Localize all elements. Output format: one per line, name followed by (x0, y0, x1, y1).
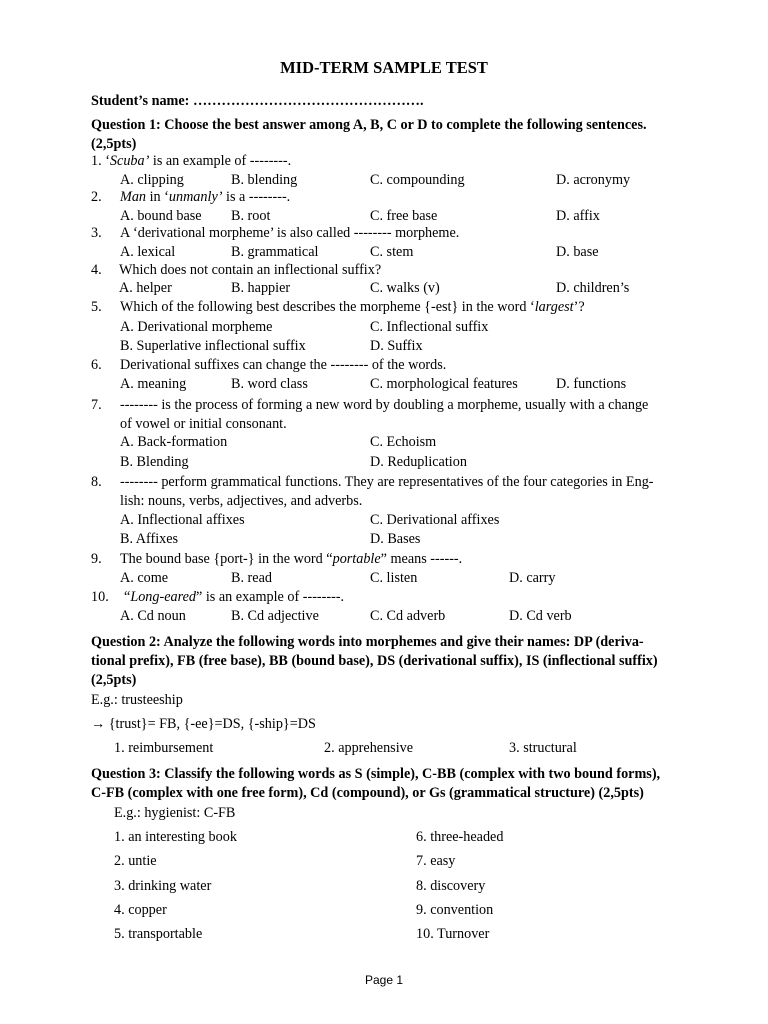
question-3-word-2: 2. untie (114, 853, 157, 869)
question-3-example: E.g.: hygienist: C-FB (114, 805, 236, 821)
student-name-label: Student’s name: …………………………………………. (91, 93, 424, 109)
q1-item-7-option-c[interactable]: C. Echoism (370, 434, 437, 450)
q1-item-2-option-d[interactable]: D. affix (556, 208, 600, 224)
q1-item-4-option-d[interactable]: D. children’s (556, 280, 630, 296)
q1-item-9-text-b: portable (332, 551, 381, 567)
q1-item-10-option-d[interactable]: D. Cd verb (509, 608, 572, 624)
q1-item-5-option-d[interactable]: D. Suffix (370, 338, 423, 354)
q1-item-8-line-2: lish: nouns, verbs, adjectives, and adverbs. (120, 493, 363, 509)
q1-item-4-option-c[interactable]: C. walks (v) (370, 280, 440, 296)
q1-item-9-option-c[interactable]: C. listen (370, 570, 418, 586)
question-2-example-answer (91, 715, 316, 734)
question-2-heading-line-1: Question 2: Analyze the following words into morphemes and give their names: DP (deriva- (91, 634, 644, 650)
q1-item-2-text-d: is a --------. (222, 189, 291, 205)
q1-item-1-option-d[interactable]: D. acronymy (556, 172, 631, 188)
q1-item-7-option-d[interactable]: D. Reduplication (370, 454, 467, 470)
q1-item-6-option-c[interactable]: C. morphological features (370, 376, 518, 392)
q1-item-7-line-2: of vowel or initial consonant. (120, 416, 287, 432)
q1-item-3-option-b[interactable]: B. grammatical (231, 244, 319, 260)
q1-item-5-option-b[interactable]: B. Superlative inflectional suffix (120, 338, 306, 354)
q1-item-1-option-c[interactable]: C. compounding (370, 172, 465, 188)
q1-item-9-text-c: ” means ------. (380, 551, 463, 567)
question-3-word-10: 10. Turnover (416, 926, 490, 942)
q1-item-2-option-b[interactable]: B. root (231, 208, 271, 224)
q1-item-10-option-b[interactable]: B. Cd adjective (231, 608, 319, 624)
q1-item-7-option-a[interactable]: A. Back-formation (120, 434, 228, 450)
q1-item-3-option-d[interactable]: D. base (556, 244, 599, 260)
q1-item-4-text: Which does not contain an inflectional suffix? (119, 262, 382, 278)
q1-item-5-option-a[interactable]: A. Derivational morpheme (120, 319, 273, 335)
q1-item-9-option-b[interactable]: B. read (231, 570, 272, 586)
question-2-answer-text: {trust}= FB, {-ee}=DS, {-ship}=DS (108, 716, 316, 732)
q1-item-8-option-c[interactable]: C. Derivational affixes (370, 512, 500, 528)
q1-item-2-text-c: unmanly’ (168, 189, 223, 205)
q1-item-8-option-a[interactable]: A. Inflectional affixes (120, 512, 245, 528)
q1-item-4-option-a[interactable]: A. helper (119, 280, 172, 296)
question-3-word-4: 4. copper (114, 902, 167, 918)
question-3-heading (91, 765, 731, 803)
q1-item-2 (120, 188, 290, 207)
q1-item-3-option-a[interactable]: A. lexical (120, 244, 176, 260)
q1-item-1-number: 1. (91, 153, 102, 169)
q1-item-9-option-d[interactable]: D. carry (509, 570, 556, 586)
question-2-word-3: 3. structural (509, 740, 577, 756)
q1-item-1-text-c: is an example of --------. (149, 153, 292, 169)
q1-item-10-text-a: “ (124, 589, 131, 605)
q1-item-9-option-a[interactable]: A. come (120, 570, 169, 586)
question-1-heading-line-2: (2,5pts) (91, 136, 137, 152)
q1-item-8-line-1: -------- perform grammatical functions. They are representatives of the four categories in Eng- (120, 474, 654, 490)
q1-item-4-option-b[interactable]: B. happier (231, 280, 291, 296)
q1-item-4-number: 4. (91, 262, 102, 278)
arrow-right-icon: → (91, 716, 106, 732)
q1-item-8-option-b[interactable]: B. Affixes (120, 531, 179, 547)
question-2-heading-line-3: (2,5pts) (91, 672, 137, 688)
q1-item-2-option-c[interactable]: C. free base (370, 208, 438, 224)
page-title: MID-TERM SAMPLE TEST (280, 58, 488, 77)
q1-item-8-option-d[interactable]: D. Bases (370, 531, 421, 547)
q1-item-1-option-b[interactable]: B. blending (231, 172, 298, 188)
q1-item-9 (120, 550, 462, 569)
q1-item-1-text-b: Scuba’ (109, 153, 150, 169)
q1-item-10-text-c: ” is an example of --------. (196, 589, 345, 605)
q1-item-3-option-c[interactable]: C. stem (370, 244, 414, 260)
question-3-word-5: 5. transportable (114, 926, 203, 942)
q1-item-7-option-b[interactable]: B. Blending (120, 454, 189, 470)
q1-item-2-text-b: in ‘ (146, 189, 169, 205)
q1-item-9-text-a: The bound base {port-} in the word “ (120, 551, 333, 567)
q1-item-7-number: 7. (91, 397, 102, 413)
question-2-word-2: 2. apprehensive (324, 740, 414, 756)
q1-item-5 (120, 298, 585, 317)
q1-item-2-option-a[interactable]: A. bound base (120, 208, 202, 224)
question-3-word-8: 8. discovery (416, 878, 486, 894)
question-1-heading (91, 116, 711, 154)
question-3-heading-line-1: Question 3: Classify the following words as S (simple), C-BB (complex with two bound forms), (91, 766, 661, 782)
q1-item-5-text-a: Which of the following best describes the morpheme {-est} in the word ‘ (120, 299, 535, 315)
q1-item-9-number: 9. (91, 551, 102, 567)
question-2-word-1: 1. reimbursement (114, 740, 214, 756)
q1-item-6-option-b[interactable]: B. word class (231, 376, 308, 392)
q1-item-6-number: 6. (91, 357, 102, 373)
q1-item-5-text-c: ’? (573, 299, 585, 315)
q1-item-10-number: 10. (91, 589, 109, 605)
q1-item-7-line-1: -------- is the process of forming a new word by doubling a morpheme, usually with a change (120, 397, 649, 413)
q1-item-1-text-a: ‘ (105, 153, 110, 169)
q1-item-1-option-a[interactable]: A. clipping (120, 172, 184, 188)
q1-item-3-number: 3. (91, 225, 102, 241)
q1-item-8-number: 8. (91, 474, 102, 490)
question-3-word-3: 3. drinking water (114, 878, 212, 894)
q1-item-5-text-b: largest (534, 299, 574, 315)
q1-item-10-option-a[interactable]: A. Cd noun (120, 608, 186, 624)
question-2-heading-line-2: tional prefix), FB (free base), BB (bound base), DS (derivational suffix), IS (inflectional suffix) (91, 653, 658, 669)
q1-item-3-text: A ‘derivational morpheme’ is also called -------- morpheme. (120, 225, 460, 241)
question-3-word-9: 9. convention (416, 902, 494, 918)
q1-item-5-number: 5. (91, 299, 102, 315)
q1-item-6-option-a[interactable]: A. meaning (120, 376, 187, 392)
question-1-heading-line-1: Question 1: Choose the best answer among A, B, C or D to complete the following sentences. (91, 117, 647, 133)
question-3-heading-line-2: C-FB (complex with one free form), Cd (compound), or Gs (grammatical structure) (2,5pts) (91, 785, 644, 801)
q1-item-1 (91, 152, 291, 171)
q1-item-10 (124, 588, 344, 607)
question-3-word-1: 1. an interesting book (114, 829, 237, 845)
q1-item-2-number: 2. (91, 189, 102, 205)
q1-item-10-option-c[interactable]: C. Cd adverb (370, 608, 446, 624)
page-number-footer: Page 1 (364, 973, 404, 987)
question-2-heading (91, 633, 731, 690)
q1-item-10-text-b: Long-eared (130, 589, 196, 605)
q1-item-6-text: Derivational suffixes can change the -------- of the words. (120, 357, 447, 373)
question-3-word-7: 7. easy (416, 853, 456, 869)
question-2-example: E.g.: trusteeship (91, 692, 183, 708)
q1-item-5-option-c[interactable]: C. Inflectional suffix (370, 319, 489, 335)
question-3-word-6: 6. three-headed (416, 829, 504, 845)
q1-item-2-text-a: Man (120, 189, 147, 205)
q1-item-6-option-d[interactable]: D. functions (556, 376, 627, 392)
